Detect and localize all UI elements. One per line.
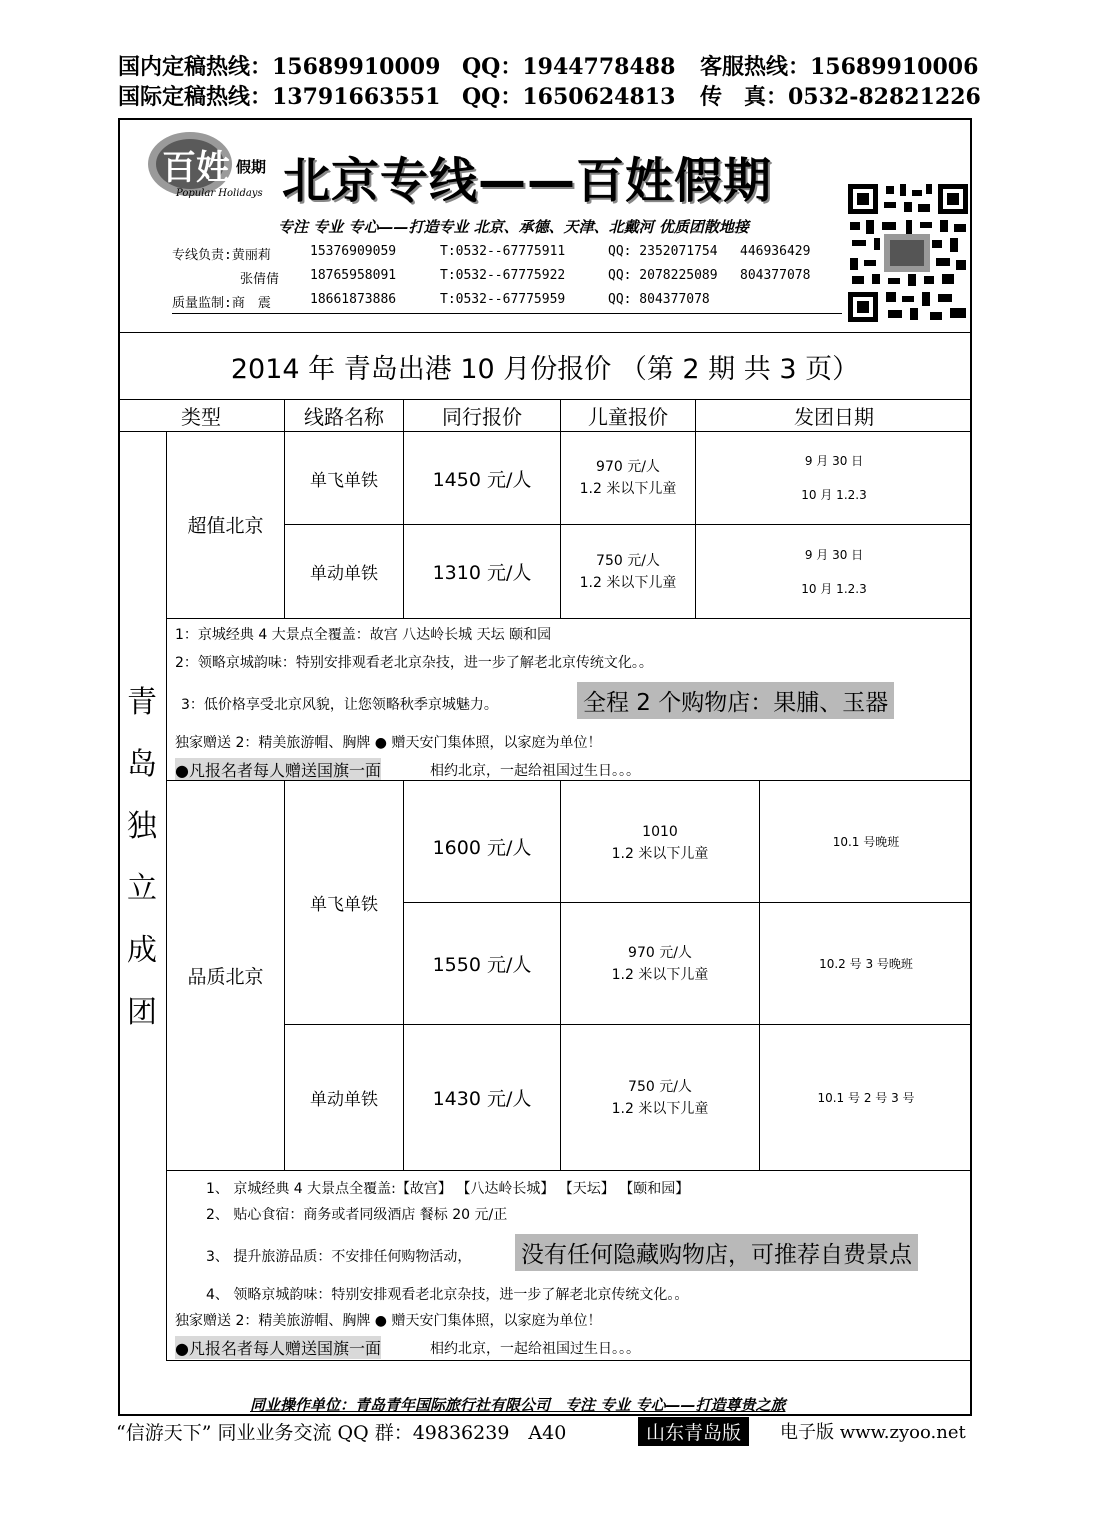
col-header-date: 发团日期	[794, 404, 874, 429]
contact-qq: QQ: 2078225089	[608, 268, 718, 283]
category-char: 青	[127, 685, 157, 720]
group1-flag: ●凡报名者每人赠送国旗一面	[175, 758, 381, 781]
logo-en: Popular Holidays	[176, 188, 263, 199]
group2-note: 3、 提升旅游品质：不安排任何购物活动，	[206, 1249, 472, 1265]
category-char: 岛	[127, 747, 157, 782]
group2-route: 单动单铁	[310, 1090, 378, 1110]
group2-name: 品质北京	[187, 965, 264, 988]
contact-tel: T:0532--67775959	[440, 292, 566, 307]
fax-line: 传 真：0532-82821226	[700, 84, 981, 110]
group1-child-price	[561, 432, 695, 524]
category-char: 独	[127, 809, 157, 844]
contact-mobile: 15376909059	[310, 244, 397, 259]
logo-text: 百姓	[162, 148, 230, 188]
group2-note: 2、 贴心食宿：商务或者同级酒店 餐标 20 元/正	[206, 1207, 508, 1223]
qq-group-line: “信游天下” 同业业务交流 QQ 群：49836239 A40	[116, 1422, 567, 1444]
child-note: 1.2 米以下儿童	[579, 574, 677, 591]
group1-child-price	[561, 525, 695, 618]
group2-flag-after: 相约北京，一起给祖国过生日。。。	[430, 1341, 640, 1357]
group1-note: 2：领略京城韵味：特别安排观看老北京杂技，进一步了解老北京传统文化。。	[175, 655, 653, 671]
group2-note: 独家赠送 2：精美旅游帽、胸牌 ● 赠天安门集体照，以家庭为单位！	[175, 1313, 602, 1329]
date-line: 10 月 1.2.3	[801, 488, 867, 502]
group1-date	[696, 525, 972, 618]
group2-price: 1430 元/人	[432, 1088, 532, 1110]
group2-highlight: 没有任何隐藏购物店，可推荐自费景点	[515, 1234, 918, 1271]
date-line: 9 月 30 日	[804, 454, 864, 468]
child-note: 1.2 米以下儿童	[579, 481, 677, 497]
col-header-price: 同行报价	[442, 404, 522, 429]
contact-qq2: 804377078	[740, 268, 811, 283]
brand-slogan: 专注 专业 专心——打造专业 北京、承德、天津、北戴河 优质团散地接	[278, 218, 749, 236]
child-price: 1010	[642, 824, 678, 840]
brand-logo	[140, 126, 280, 206]
category-char: 立	[127, 871, 157, 906]
contact-role: 专线负责:黄丽莉	[172, 248, 271, 263]
contact-qq2: 446936429	[740, 244, 811, 259]
group1-price: 1450 元/人	[432, 468, 532, 491]
contact-role: 张倩倩	[240, 272, 280, 287]
service-hotline: 客服热线：15689910006	[700, 54, 979, 80]
intl-qq: QQ：1650624813	[462, 84, 676, 110]
group1-flag-after: 相约北京，一起给祖国过生日。。。	[430, 763, 640, 779]
qr-code-icon	[846, 182, 970, 324]
category-label	[118, 672, 166, 1044]
contact-tel: T:0532--67775911	[440, 244, 566, 259]
child-price: 970 元/人	[628, 944, 692, 961]
group2-route: 单飞单铁	[310, 895, 378, 915]
group1-note: 独家赠送 2：精美旅游帽、胸牌 ● 赠天安门集体照，以家庭为单位！	[175, 735, 602, 751]
group2-note: 4、 领略京城韵味：特别安排观看老北京杂技，进一步了解老北京传统文化。。	[206, 1287, 689, 1303]
contact-tel: T:0532--67775922	[440, 268, 566, 283]
child-price: 750 元/人	[628, 1078, 692, 1095]
group2-child-price	[561, 903, 759, 1024]
group1-name: 超值北京	[187, 515, 264, 537]
intl-hotline: 国际定稿热线：13791663551	[118, 84, 441, 110]
child-note: 1.2 米以下儿童	[611, 1100, 709, 1117]
edition-badge: 山东青岛版	[638, 1417, 749, 1446]
domestic-hotline: 国内定稿热线：15689910009	[118, 54, 441, 80]
group2-child-price	[561, 1025, 759, 1170]
col-header-child: 儿童报价	[588, 404, 668, 429]
group2-date: 10.2 号 3 号晚班	[819, 957, 913, 971]
group1-highlight: 全程 2 个购物店：果脯、玉器	[577, 682, 894, 719]
page-headline: 北京专线——百姓假期	[282, 153, 773, 209]
group2-date: 10.1 号 2 号 3 号	[817, 1091, 915, 1105]
group1-route: 单飞单铁	[310, 470, 378, 491]
child-price: 970 元/人	[596, 459, 660, 475]
group2-note: 1、 京城经典 4 大景点全覆盖:【故宫】 【八达岭长城】 【天坛】 【颐和园】	[206, 1181, 690, 1197]
contact-qq: QQ: 2352071754	[608, 244, 718, 259]
contact-qq: QQ: 804377078	[608, 292, 710, 307]
group1-price: 1310 元/人	[432, 562, 532, 584]
group2-child-price	[561, 781, 759, 902]
website-link[interactable]: 电子版 www.zyoo.net	[780, 1422, 966, 1443]
domestic-qq: QQ：1944778488	[462, 54, 676, 80]
category-char: 团	[127, 995, 157, 1030]
category-char: 成	[127, 933, 157, 968]
col-header-type: 类型	[181, 404, 221, 429]
contact-role: 质量监制:商 震	[172, 296, 271, 311]
child-price: 750 元/人	[596, 552, 660, 569]
contact-mobile: 18661873886	[310, 292, 397, 307]
col-header-route: 线路名称	[304, 404, 384, 429]
operator-line: 同业操作单位：青岛青年国际旅行社有限公司 专注 专业 专心——打造尊贵之旅	[250, 1396, 786, 1414]
contact-mobile: 18765958091	[310, 268, 397, 283]
child-note: 1.2 米以下儿童	[611, 846, 709, 862]
group2-price: 1550 元/人	[432, 954, 532, 976]
page-title: 2014 年 青岛出港 10 月份报价 （第 2 期 共 3 页）	[230, 353, 860, 385]
date-line: 9 月 30 日	[804, 547, 864, 562]
group1-note: 1：京城经典 4 大景点全覆盖：故宫 八达岭长城 天坛 颐和园	[175, 627, 552, 643]
date-line: 10 月 1.2.3	[801, 581, 867, 596]
child-note: 1.2 米以下儿童	[611, 966, 709, 983]
group2-date: 10.1 号晚班	[832, 835, 900, 849]
group2-price: 1600 元/人	[432, 837, 532, 859]
group2-flag: ●凡报名者每人赠送国旗一面	[175, 1336, 381, 1359]
group1-note: 3：低价格享受北京风貌，让您领略秋季京城魅力。	[181, 697, 498, 713]
group1-date	[696, 432, 972, 524]
logo-sub: 假期	[236, 158, 267, 176]
group1-route: 单动单铁	[310, 564, 378, 584]
